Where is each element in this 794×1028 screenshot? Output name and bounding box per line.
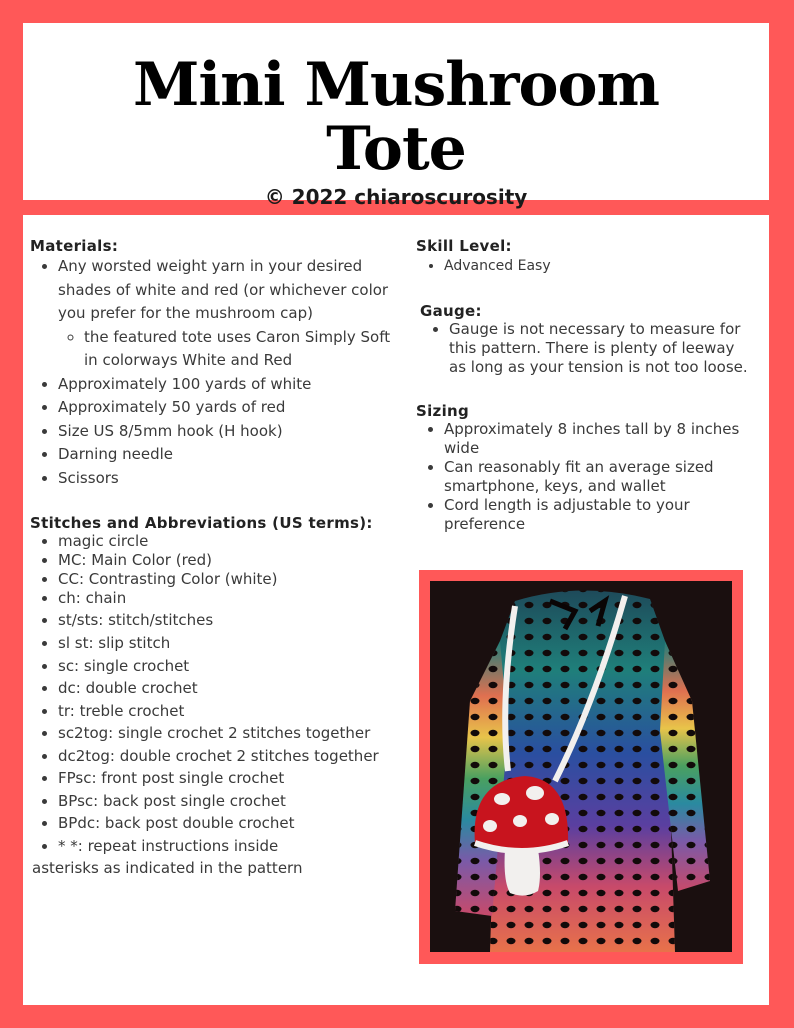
list-item: • st/sts: stitch/stitches	[58, 608, 400, 632]
sweater-mesh	[490, 590, 675, 952]
list-item: • Approximately 50 yards of red	[58, 396, 400, 420]
list-item: • Approximately 8 inches tall by 8 inches wide	[444, 420, 756, 458]
materials-item-yarn: Any worsted weight yarn in your desired shades of white and red (or whichever color you prefer for the mushroom cap)	[58, 257, 389, 322]
stitches-heading: Stitches and Abbreviations (US terms):	[30, 514, 373, 532]
crochet-sweater-illustration	[430, 581, 732, 952]
list-item: ◦ the featured tote uses Caron Simply Soft in colorways White and Red	[84, 326, 400, 373]
skill-section	[416, 237, 756, 279]
stitches-list	[30, 532, 400, 857]
list-item: • ch: chain	[58, 589, 400, 608]
right-column	[416, 237, 756, 534]
materials-list	[30, 255, 400, 490]
list-item: • Approximately 100 yards of white	[58, 373, 400, 397]
list-item: • tr: treble crochet	[58, 700, 400, 723]
mushroom-spot	[526, 786, 544, 800]
list-item: • Advanced Easy	[444, 255, 756, 279]
list-item: • * *: repeat instructions inside	[58, 835, 400, 858]
materials-sublist	[58, 326, 400, 373]
materials-section	[30, 237, 400, 490]
mushroom-spot	[483, 820, 497, 832]
list-item: • dc2tog: double crochet 2 stitches together	[58, 745, 400, 768]
list-item: • CC: Contrasting Color (white)	[58, 570, 400, 589]
list-item: • MC: Main Color (red)	[58, 551, 400, 570]
list-item: • Gauge is not necessary to measure for this pattern. There is plenty of leeway as long as your tension is not too loose.	[449, 320, 756, 377]
list-item	[58, 255, 400, 373]
photo-frame	[419, 570, 743, 964]
list-item: • sc: single crochet	[58, 655, 400, 678]
list-item: • Size US 8/5mm hook (H hook)	[58, 420, 400, 444]
list-item: • Scissors	[58, 467, 400, 491]
list-item: • FPsc: front post single crochet	[58, 767, 400, 790]
mushroom-spot	[513, 815, 527, 827]
materials-heading: Materials:	[30, 237, 119, 255]
list-item: • sc2tog: single crochet 2 stitches together	[58, 722, 400, 745]
list-item: • Cord length is adjustable to your preference	[444, 496, 756, 534]
stitches-section	[30, 514, 400, 877]
sizing-heading: Sizing	[416, 401, 470, 420]
mushroom-spot	[545, 813, 559, 825]
mushroom-spot	[494, 793, 510, 805]
left-column	[30, 237, 400, 877]
tote-photo	[430, 581, 732, 952]
list-item: • Can reasonably fit an average sized smartphone, keys, and wallet	[444, 458, 756, 496]
title-line-2: Tote	[326, 114, 466, 184]
sizing-section	[416, 402, 756, 534]
stitches-continuation: asterisks as indicated in the pattern	[32, 859, 303, 877]
list-item: • magic circle	[58, 532, 400, 551]
skill-list	[416, 255, 756, 279]
list-item: • Darning needle	[58, 443, 400, 467]
sizing-list	[416, 420, 756, 534]
gauge-list	[416, 320, 756, 377]
copyright-text: © 2022 chiaroscurosity	[264, 185, 528, 209]
list-item: • BPsc: back post single crochet	[58, 790, 400, 813]
gauge-heading: Gauge:	[420, 301, 482, 320]
content-box	[23, 215, 769, 1005]
mushroom-stem	[505, 849, 540, 896]
skill-heading: Skill Level:	[416, 237, 512, 255]
header-box	[23, 23, 769, 209]
list-item: • BPdc: back post double crochet	[58, 812, 400, 835]
gauge-section	[416, 302, 756, 377]
page-title	[23, 23, 769, 184]
title-line-1: Mini Mushroom	[132, 50, 660, 120]
list-item: • sl st: slip stitch	[58, 632, 400, 655]
list-item: • dc: double crochet	[58, 677, 400, 700]
